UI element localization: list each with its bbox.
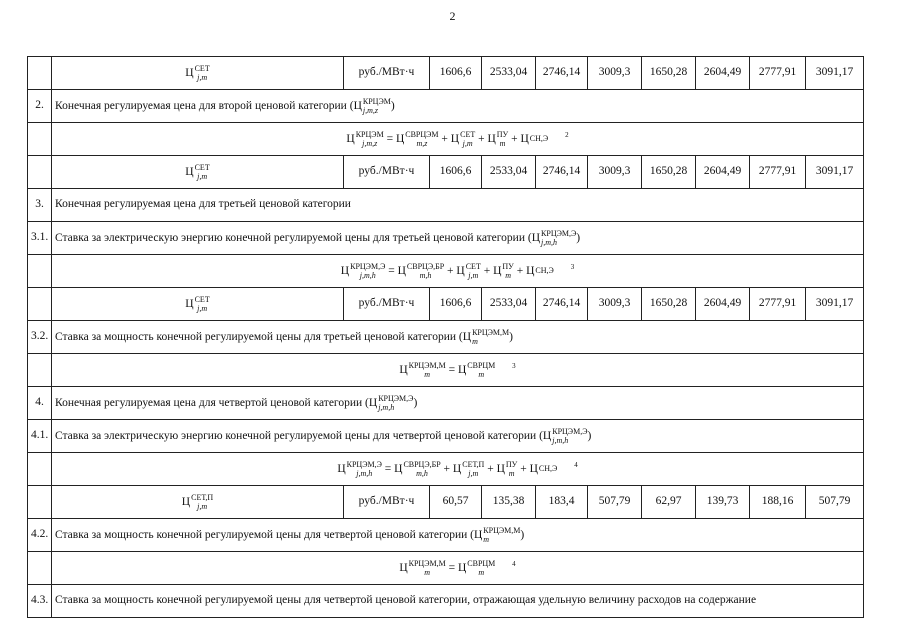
tariff-table — [27, 56, 864, 618]
value-cell: 2777,91 — [750, 156, 806, 189]
table-row — [28, 420, 864, 453]
formula: Ц КРЦЭМ,Э j,m,h = Ц СВРЦЭ,БР m,h + Ц СЕТ,П j,m + Ц ПУ m + Ц СН,Э $^4$ — [52, 453, 864, 486]
footnote-mark: 4 — [512, 559, 516, 568]
row-number — [28, 123, 52, 156]
value-cell: 2777,91 — [750, 288, 806, 321]
row-description: Ставка за электрическую энергию конечной регулируемой цены для четвертой ценовой категории (Ц КРЦЭМ,Э j,m,h ) — [52, 420, 864, 453]
row-number — [28, 453, 52, 486]
unit-cell: руб./МВт·ч — [344, 57, 430, 90]
row-description: Ставка за мощность конечной регулируемой цены для третьей ценовой категории (Ц КРЦЭМ,М m ) — [52, 321, 864, 354]
value-cell: 1606,6 — [430, 156, 482, 189]
value-cell: 2533,04 — [482, 288, 536, 321]
row-number: 4.3. — [28, 585, 52, 618]
value-cell: 62,97 — [642, 486, 696, 519]
table-row — [28, 288, 864, 321]
row-number: 2. — [28, 90, 52, 123]
table-row — [28, 585, 864, 618]
table-row — [28, 57, 864, 90]
table-row — [28, 90, 864, 123]
row-description: Конечная регулируемая цена для третьей ценовой категории — [52, 189, 864, 222]
table-row — [28, 387, 864, 420]
row-number — [28, 156, 52, 189]
row-description: Ставка за электрическую энергию конечной регулируемой цены для третьей ценовой категории (Ц КРЦЭМ,Э j,m,h ) — [52, 222, 864, 255]
table-row — [28, 222, 864, 255]
row-number: 3. — [28, 189, 52, 222]
value-cell: 1606,6 — [430, 57, 482, 90]
value-cell: 3009,3 — [588, 156, 642, 189]
value-cell: 3009,3 — [588, 288, 642, 321]
value-cell: 135,38 — [482, 486, 536, 519]
value-cell: 3091,17 — [806, 156, 864, 189]
value-cell: 2604,49 — [696, 156, 750, 189]
formula: Ц КРЦЭМ,М m = Ц СВРЦМ m $^4$ — [52, 552, 864, 585]
value-cell: 1650,28 — [642, 57, 696, 90]
footnote-mark: 4 — [574, 460, 578, 469]
symbol-cell: Ц СЕТ j,m — [52, 57, 344, 90]
symbol-cell: Ц СЕТ j,m — [52, 156, 344, 189]
value-cell: 1606,6 — [430, 288, 482, 321]
table-row — [28, 321, 864, 354]
formula: Ц КРЦЭМ j,m,z = Ц СВРЦЭМ m,z + Ц СЕТ j,m + Ц ПУ m + Ц СН,Э $^2$ — [52, 123, 864, 156]
value-cell: 139,73 — [696, 486, 750, 519]
unit-cell: руб./МВт·ч — [344, 156, 430, 189]
table-row — [28, 123, 864, 156]
table-row — [28, 189, 864, 222]
footnote-mark: 3 — [570, 262, 575, 271]
table-row — [28, 453, 864, 486]
row-number — [28, 255, 52, 288]
value-cell: 1650,28 — [642, 156, 696, 189]
value-cell: 188,16 — [750, 486, 806, 519]
footnote-mark: 2 — [565, 130, 569, 139]
unit-cell: руб./МВт·ч — [344, 486, 430, 519]
row-number — [28, 486, 52, 519]
value-cell: 1650,28 — [642, 288, 696, 321]
row-number — [28, 57, 52, 90]
row-number: 4. — [28, 387, 52, 420]
symbol-cell: Ц СЕТ,П j,m — [52, 486, 344, 519]
table-row — [28, 156, 864, 189]
table-row — [28, 255, 864, 288]
formula: Ц КРЦЭМ,Э j,m,h = Ц СВРЦЭ,БР m,h + Ц СЕТ j,m + Ц ПУ m + Ц СН,Э $^3$ — [52, 255, 864, 288]
value-cell: 183,4 — [536, 486, 588, 519]
value-cell: 2604,49 — [696, 57, 750, 90]
value-cell: 2746,14 — [536, 156, 588, 189]
row-description: Конечная регулируемая цена для четвертой ценовой категории (Ц КРЦЭМ,Э j,m,h ) — [52, 387, 864, 420]
value-cell: 3091,17 — [806, 57, 864, 90]
row-description: Ставка за мощность конечной регулируемой цены для четвертой ценовой категории (Ц КРЦЭМ,М m ) — [52, 519, 864, 552]
value-cell: 2533,04 — [482, 57, 536, 90]
value-cell: 2746,14 — [536, 57, 588, 90]
table-row — [28, 486, 864, 519]
value-cell: 2604,49 — [696, 288, 750, 321]
footnote-mark: 3 — [512, 361, 516, 370]
row-number: 3.2. — [28, 321, 52, 354]
row-number — [28, 288, 52, 321]
value-cell: 2746,14 — [536, 288, 588, 321]
table-row — [28, 519, 864, 552]
formula: Ц КРЦЭМ,М m = Ц СВРЦМ m $^3$ — [52, 354, 864, 387]
row-description: Конечная регулируемая цена для второй ценовой категории (Ц КРЦЭМ j,m,z ) — [52, 90, 864, 123]
table-row — [28, 354, 864, 387]
row-description: Ставка за мощность конечной регулируемой цены для четвертой ценовой категории, отражающая удельную величину расходов на содержание — [52, 585, 864, 618]
symbol-cell: Ц СЕТ j,m — [52, 288, 344, 321]
value-cell: 507,79 — [588, 486, 642, 519]
row-number — [28, 552, 52, 585]
unit-cell: руб./МВт·ч — [344, 288, 430, 321]
row-number: 3.1. — [28, 222, 52, 255]
row-number: 4.2. — [28, 519, 52, 552]
value-cell: 60,57 — [430, 486, 482, 519]
value-cell: 2777,91 — [750, 57, 806, 90]
row-number: 4.1. — [28, 420, 52, 453]
value-cell: 3009,3 — [588, 57, 642, 90]
row-number — [28, 354, 52, 387]
value-cell: 2533,04 — [482, 156, 536, 189]
table-row — [28, 552, 864, 585]
value-cell: 3091,17 — [806, 288, 864, 321]
page-number: 2 — [449, 9, 456, 23]
value-cell: 507,79 — [806, 486, 864, 519]
